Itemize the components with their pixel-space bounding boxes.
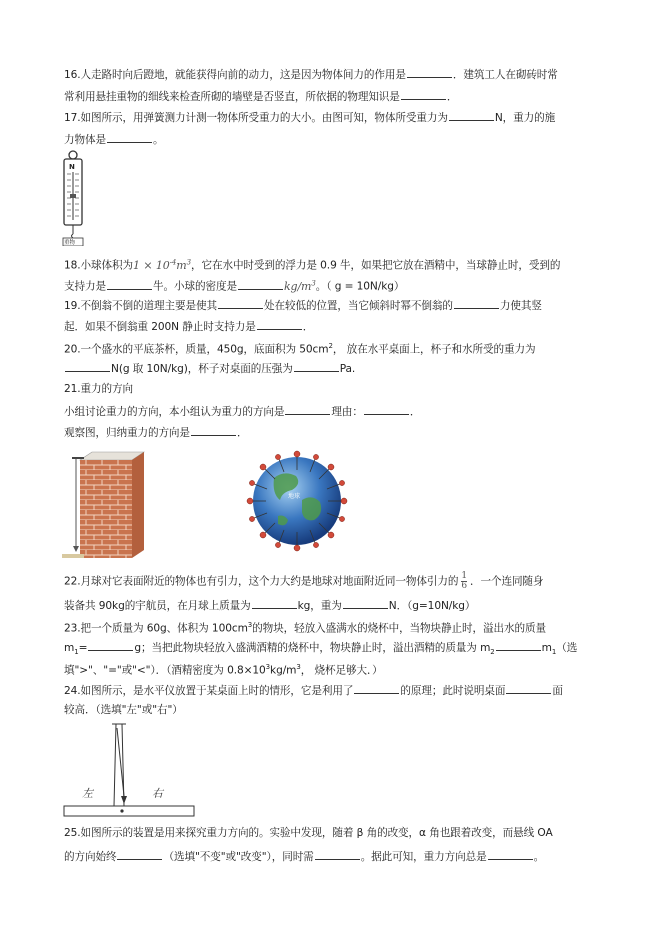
q24-line2: 较高．（选填"左"或"右"） xyxy=(64,704,183,716)
answer-blank[interactable] xyxy=(401,89,446,100)
q16-line1: 16.人走路时向后蹬地，就能获得向前的动力，这是因为物体间力的作用是 ．建筑工人在砌砖时常 xyxy=(64,69,558,81)
answer-blank[interactable] xyxy=(218,298,263,309)
answer-blank[interactable] xyxy=(285,404,330,415)
answer-blank[interactable] xyxy=(364,404,409,415)
left-label: 左 xyxy=(82,787,93,800)
q18-line2: 支持力是 牛。小球的密度是 $kg/m^3$。（ g = 10N/kg） xyxy=(64,279,405,293)
q20-line2: N(g 取 10N/kg)，杯子对桌面的压强为 Pa. xyxy=(64,361,355,376)
answer-blank[interactable] xyxy=(343,598,388,609)
q18-line1: 18.小球体积为$1 \times 10^{-4}m^3$，它在水中时受到的浮力是 0.9 牛，如果把它放在酒精中，当球静止时，受到的 xyxy=(64,258,561,272)
answer-blank[interactable] xyxy=(65,361,110,372)
q21-title: 21.重力的方向 xyxy=(64,383,134,395)
scale-unit-label: N xyxy=(69,163,75,171)
q20-line1: 20.一个盛水的平底茶杯，质量，450g，底面积为 $50cm^2$， 放在水平桌面上，杯子和水所受的重力为 xyxy=(64,342,536,356)
q22-line2: 装备共 90kg的宇航员，在月球上质量为 kg，重为 N．（g=10N/kg） xyxy=(64,600,476,612)
spring-scale-figure xyxy=(60,150,86,246)
earth-figure xyxy=(244,448,350,554)
answer-blank[interactable] xyxy=(252,598,297,609)
q21-line2: 观察图，归纳重力的方向是 ． xyxy=(64,427,248,439)
q19-line2: 起．如果不倒翁重 200N 静止时支持力是 ． xyxy=(64,321,314,333)
answer-blank[interactable] xyxy=(488,849,533,860)
answer-blank[interactable] xyxy=(117,849,162,860)
answer-blank[interactable] xyxy=(107,132,152,143)
q22-line1: 22.月球对它表面附近的物体也有引力，这个力大约是地球对地面附近同一物体引力的 $\frac{1}{6}$ ．一个连同随身 xyxy=(64,571,544,591)
q23-line3: 填">"、"="或"<"）．（酒精密度为 $0.8\times 10^3kg/m^3$， 烧杯足够大．） xyxy=(64,663,383,677)
answer-blank[interactable] xyxy=(191,425,236,436)
answer-blank[interactable] xyxy=(496,640,541,651)
answer-blank[interactable] xyxy=(257,319,302,330)
right-label: 右 xyxy=(152,787,163,800)
answer-blank[interactable] xyxy=(88,640,133,651)
q25-line1: 25.如图所示的装置是用来探究重力方向的。实验中发现，随着 β 角的改变，α 角也跟着改变，而悬线 OA xyxy=(64,827,553,839)
q17-line1: 17.如图所示，用弹簧测力计测一物体所受重力的大小。由图可知，物体所受重力为 N，重力的施 xyxy=(64,112,556,124)
answer-blank[interactable] xyxy=(354,683,399,694)
weight-label: 重物 xyxy=(64,240,76,246)
q23-line1: 23.把一个质量为 60g、体积为 $100cm^3$的物块，轻放入盛满水的烧杯中，当物块静止时，溢出水的质量 xyxy=(64,621,546,635)
answer-blank[interactable] xyxy=(454,298,499,309)
answer-blank[interactable] xyxy=(315,849,360,860)
answer-blank[interactable] xyxy=(238,279,283,290)
q21-line1: 小组讨论重力的方向，本小组认为重力的方向是 理由： ． xyxy=(64,406,421,418)
answer-blank[interactable] xyxy=(449,110,494,121)
answer-blank[interactable] xyxy=(407,67,452,78)
q25-line2: 的方向始终 （选填"不变"或"改变"），同时需 。据此可知，重力方向总是 。 xyxy=(64,851,545,863)
q23-line2: $m_1= g$；当把此物块轻放入盛满酒精的烧杯中，物块静止时，溢出酒精的质量为 $m_2$ $m_1$（选 xyxy=(64,642,578,657)
q24-line1: 24.如图所示，是水平仪放置于某桌面上时的情形，它是利用了 的原理；此时说明桌面 面 xyxy=(64,685,563,697)
q16-line2: 常利用悬挂重物的细线来检查所砌的墙壁是否竖直，所依据的物理知识是 ． xyxy=(64,91,458,103)
density-unit: $kg/m^3$ xyxy=(283,279,316,293)
answer-blank[interactable] xyxy=(107,279,152,290)
answer-blank[interactable] xyxy=(506,683,551,694)
answer-blank[interactable] xyxy=(294,361,339,372)
level-figure xyxy=(60,720,200,820)
volume-formula: $1 \times 10^{-4}m^3$ xyxy=(133,258,191,272)
q19-line1: 19.不倒翁不倒的道理主要是使其 处在较低的位置，当它倾斜时幂不倒翁的 力使其竖 xyxy=(64,300,542,312)
earth-label: 地球 xyxy=(288,493,301,500)
q17-line2: 力物体是 。 xyxy=(64,134,164,146)
brick-wall-figure xyxy=(62,450,148,558)
fraction-one-sixth: $\frac{1}{6}$ xyxy=(461,571,467,591)
